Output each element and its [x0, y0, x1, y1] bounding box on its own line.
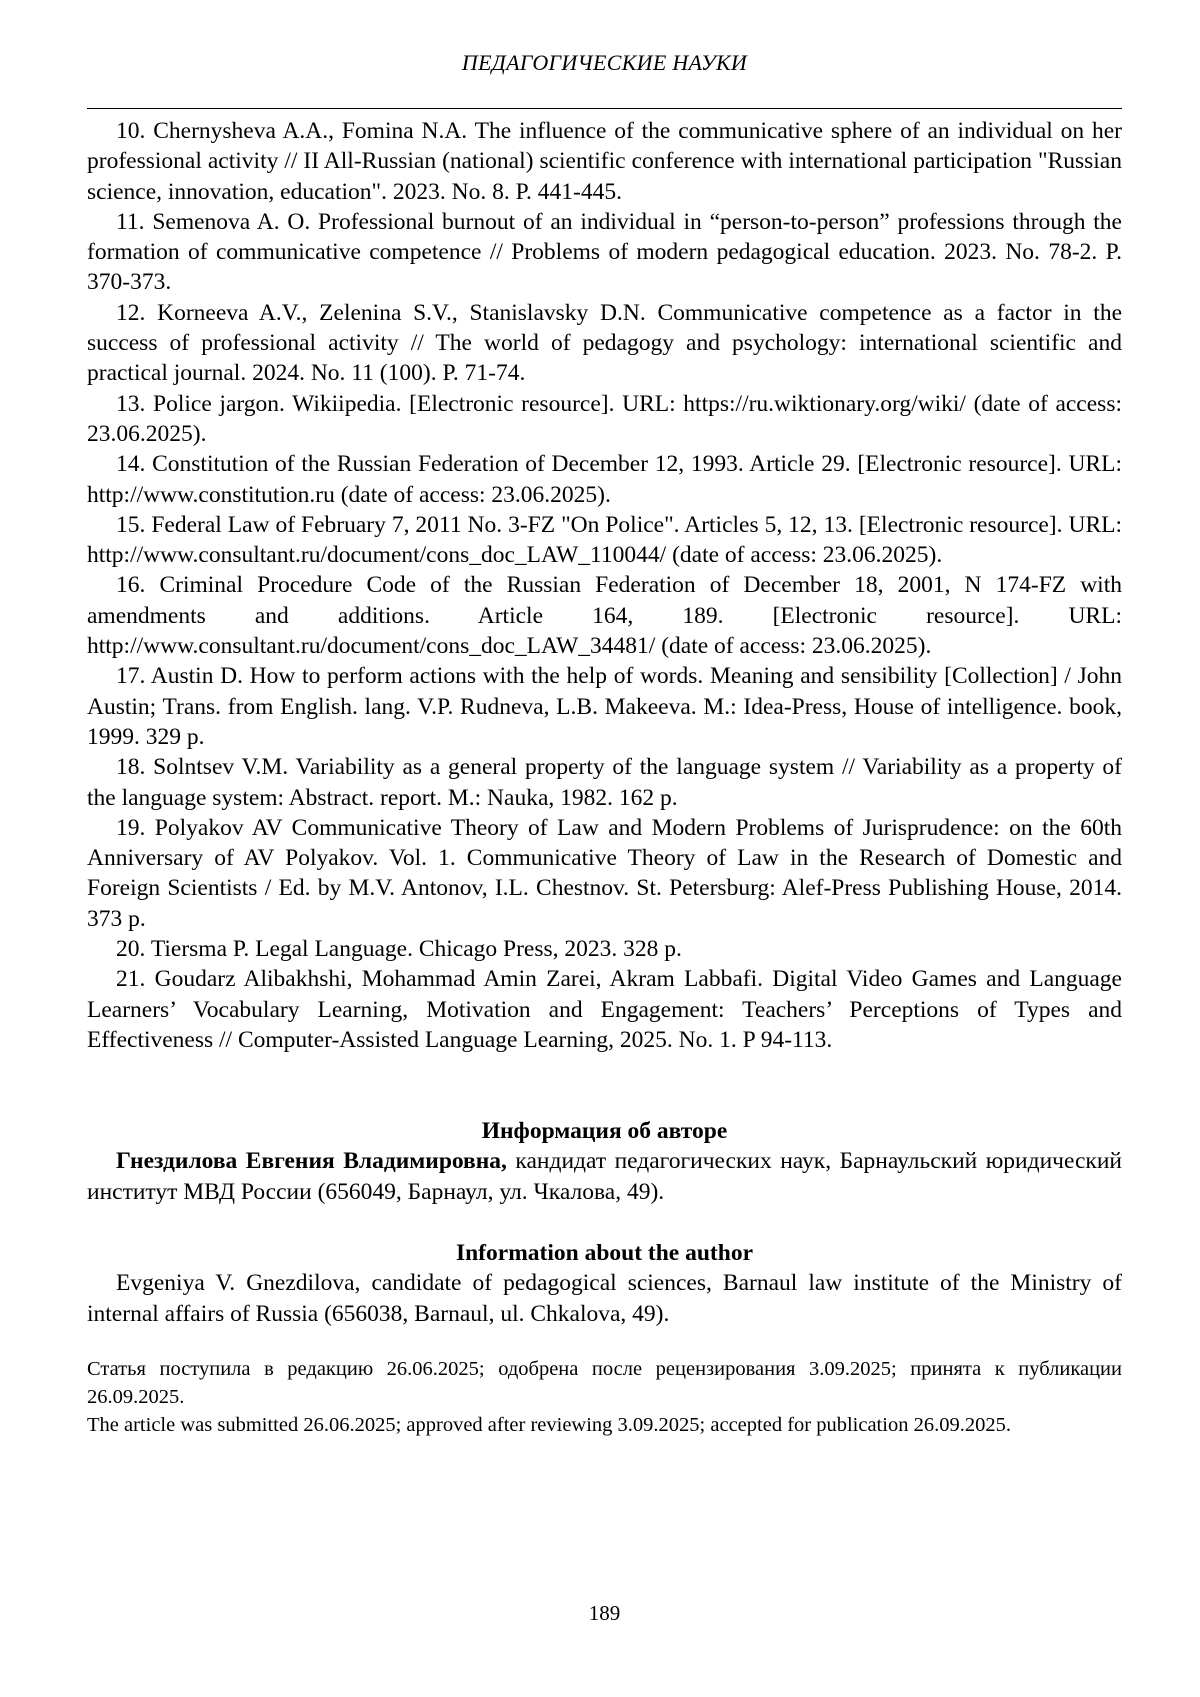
journal-page [87, 0, 1122, 1697]
article-dates [87, 1355, 1122, 1439]
reference-item: 21. Goudarz Alibakhshi, Mohammad Amin Zarei, Akram Labbafi. Digital Video Games and Language Learners’ Vocabulary Learning, Motivation and Engagement: Teachers’ Perceptions of Types and Effectiveness // Computer-Assisted Language Learning, 2025. No. 1. P 94-113. [87, 966, 1122, 1053]
reference-item: 15. Federal Law of February 7, 2011 No. 3-FZ "On Police". Articles 5, 12, 13. [Electronic resource]. URL: http://www.consultant.ru/document/cons_doc_LAW_110044/ (date of access: 23.06.2025). [87, 511, 1122, 569]
reference-item: 14. Constitution of the Russian Federation of December 12, 1993. Article 29. [Electronic resource]. URL: http://www.constitution.ru (date of access: 23.06.2025). [87, 451, 1122, 508]
reference-item: 10. Chernysheva A.A., Fomina N.A. The influence of the communicative sphere of an individual on her professional activity // II All-Russian (national) scientific conference with international participation "Russian science, innovation, education". 2023. No. 8. P. 441-445. [87, 118, 1122, 205]
author-details-ru: кандидат педагогических наук, Барнаульский юридический институт МВД России (656049, Барнаул, ул. Чкалова, 49). [87, 1148, 1123, 1205]
reference-item: 20. Tiersma P. Legal Language. Chicago Press, 2023. 328 p. [116, 936, 682, 963]
reference-item: 11. Semenova A. O. Professional burnout of an individual in “person-to-person” professions through the formation of communicative competence // Problems of modern pedagogical education. 2023. No. 78-2. P. 370-373. [87, 208, 1122, 296]
reference-item: 16. Criminal Procedure Code of the Russian Federation of December 18, 2001, N 174-FZ with amendments and additions. Article 164, 189. [Electronic resource]. URL: http://www.consultant.ru/document/cons_doc_LAW_34481/ (date of access: 23.06.2025). [87, 572, 1122, 660]
author-info-en-heading: Information about the author [455, 1240, 754, 1266]
reference-item: 13. Police jargon. Wikiipedia. [Electronic resource]. URL: https://ru.wiktionary.org/wiki/ (date of access: 23.06.2025). [87, 390, 1122, 447]
article-dates-en: The article was submitted 26.06.2025; approved after reviewing 3.09.2025; accepted for publication 26.09.2025. [87, 1414, 1011, 1436]
author-info-en [87, 1238, 1122, 1329]
author-name-ru: Гнездилова Евгения Владимировна, [116, 1148, 507, 1175]
article-dates-ru: Статья поступила в редакцию 26.06.2025; одобрена после рецензирования 3.09.2025; принята к публикации 26.09.2025. [87, 1358, 1122, 1408]
header-rule [87, 108, 1122, 109]
reference-list [87, 116, 1122, 1055]
author-info-ru [87, 1116, 1122, 1207]
running-header-title: ПЕДАГОГИЧЕСКИЕ НАУКИ [461, 50, 748, 75]
reference-item: 12. Korneeva A.V., Zelenina S.V., Stanislavsky D.N. Communicative competence as a factor in the success of professional activity // The world of pedagogy and psychology: international scientific and practical journal. 2024. No. 11 (100). P. 71-74. [87, 299, 1122, 387]
author-info-en-text: Evgeniya V. Gnezdilova, candidate of pedagogical sciences, Barnaul law institute of the Ministry of internal affairs of Russia (656038, Barnaul, ul. Chkalova, 49). [87, 1270, 1122, 1327]
reference-item: 19. Polyakov AV Communicative Theory of Law and Modern Problems of Jurisprudence: on the 60th Anniversary of AV Polyakov. Vol. 1. Communicative Theory of Law in the Research of Domestic and Foreign Scientists / Ed. by M.V. Antonov, I.L. Chestnov. St. Petersburg: Alef-Press Publishing House, 2014. 373 p. [87, 814, 1122, 932]
reference-item: 18. Solntsev V.M. Variability as a general property of the language system // Variability as a property of the language system: Abstract. report. M.: Nauka, 1982. 162 p. [87, 754, 1122, 811]
reference-item: 17. Austin D. How to perform actions with the help of words. Meaning and sensibility [Collection] / John Austin; Trans. from English. lang. V.P. Rudneva, L.B. Makeeva. M.: Idea-Press, House of intelligence. book, 1999. 329 p. [87, 663, 1122, 750]
author-info-ru-text [87, 1146, 1122, 1207]
page-number: 189 [588, 1601, 621, 1625]
author-info-ru-heading: Информация об авторе [481, 1118, 728, 1144]
